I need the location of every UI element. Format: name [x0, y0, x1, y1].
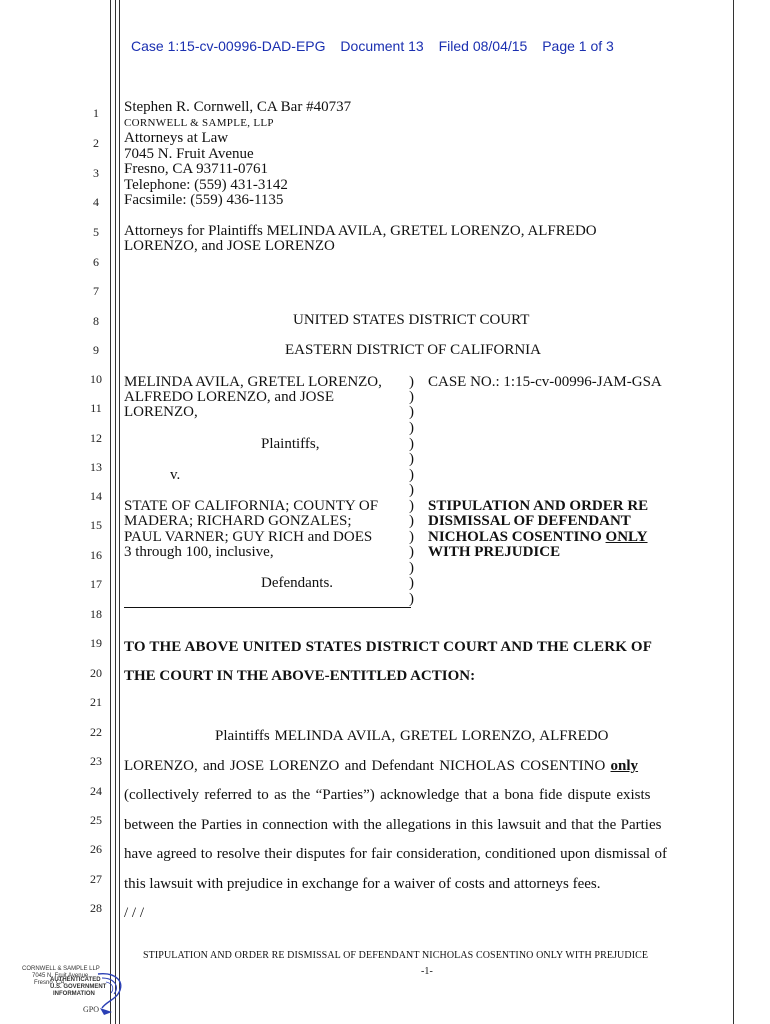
- body-line: [124, 758, 638, 775]
- body-line: Plaintiffs MELINDA AVILA, GRETEL LORENZO, ALFREDO: [215, 728, 609, 744]
- caption-paren: ): [409, 436, 414, 452]
- line-number: 4: [93, 195, 99, 209]
- caption-paren: ): [409, 513, 414, 529]
- caption-paren: ): [409, 591, 414, 607]
- caption-paren: ): [409, 404, 414, 420]
- caption-paren: ): [409, 389, 414, 405]
- seal-line1: AUTHENTICATED: [50, 977, 101, 983]
- line-number: 14: [90, 489, 102, 503]
- footer-city: Fresno, CA: [34, 980, 65, 986]
- line-number: 19: [90, 636, 102, 650]
- document-title-only: ONLY: [605, 529, 648, 545]
- line-number: 2: [93, 136, 99, 150]
- line-number: 10: [90, 372, 102, 386]
- body-line: / / /: [124, 905, 145, 921]
- left-margin-rule-outer: [110, 0, 111, 1024]
- line-number: 24: [90, 784, 102, 798]
- firm-city: Fresno, CA 93711-0761: [124, 161, 269, 177]
- line-number: 11: [90, 401, 102, 415]
- gpo-authentication-seal: [40, 968, 130, 1024]
- attorneys-for-line1: Attorneys for Plaintiffs MELINDA AVILA, GRETEL LORENZO, ALFREDO: [124, 223, 597, 239]
- caption-paren: ): [409, 529, 414, 545]
- court-name: UNITED STATES DISTRICT COURT: [293, 312, 530, 328]
- line-number: 7: [93, 284, 99, 298]
- document-number: Document 13: [340, 38, 424, 54]
- case-number: CASE NO.: 1:15-cv-00996-JAM-GSA: [428, 374, 662, 390]
- left-margin-rule-inner: [115, 0, 116, 1024]
- caption-paren: ): [409, 374, 414, 390]
- versus: v.: [170, 467, 181, 483]
- document-title-line: [428, 530, 648, 545]
- attorney-name: Stephen R. Cornwell, CA Bar #40737: [124, 99, 352, 115]
- defendants-line: PAUL VARNER; GUY RICH and DOES: [124, 529, 373, 545]
- caption-paren: ): [409, 467, 414, 483]
- firm-address: 7045 N. Fruit Avenue: [124, 146, 254, 162]
- footer-firm: CORNWELL & SAMPLE LLP: [22, 966, 100, 972]
- line-number: 15: [90, 518, 102, 532]
- defendants-line: 3 through 100, inclusive,: [124, 544, 274, 560]
- seal-line2: U.S. GOVERNMENT: [50, 984, 107, 990]
- body-text: LORENZO, and JOSE LORENZO and Defendant NICHOLAS COSENTINO: [124, 758, 611, 774]
- line-number: 5: [93, 225, 99, 239]
- line-number: 17: [90, 577, 102, 591]
- line-number: 8: [93, 314, 99, 328]
- caption-paren: ): [409, 482, 414, 498]
- line-number: 16: [90, 548, 102, 562]
- body-line: between the Parties in connection with the allegations in this lawsuit and that the Parties: [124, 817, 662, 833]
- footer-title: STIPULATION AND ORDER RE DISMISSAL OF DEFENDANT NICHOLAS COSENTINO ONLY WITH PREJUDICE: [143, 950, 649, 961]
- firm-name: CORNWELL & SAMPLE, LLP: [124, 117, 274, 129]
- body-line: have agreed to resolve their disputes for fair consideration, conditioned upon dismissal of: [124, 846, 667, 862]
- defendants-line: STATE OF CALIFORNIA; COUNTY OF: [124, 498, 379, 514]
- firm-telephone: Telephone: (559) 431-3142: [124, 177, 288, 193]
- document-title-line: DISMISSAL OF DEFENDANT: [428, 513, 631, 529]
- line-number: 13: [90, 460, 102, 474]
- filed-date: Filed 08/04/15: [438, 38, 528, 54]
- body-line: this lawsuit with prejudice in exchange for a waiver of costs and attorneys fees.: [124, 876, 601, 892]
- line-number: 9: [93, 343, 99, 357]
- ecf-header: [131, 38, 625, 54]
- attorney-title: Attorneys at Law: [124, 130, 229, 146]
- attorneys-for-line2: LORENZO, and JOSE LORENZO: [124, 238, 335, 254]
- line-number: 28: [90, 901, 102, 915]
- address-to-court-line1: TO THE ABOVE UNITED STATES DISTRICT COURT AND THE CLERK OF: [124, 639, 653, 655]
- firm-facsimile: Facsimile: (559) 436-1135: [124, 192, 284, 208]
- caption-paren: ): [409, 560, 414, 576]
- document-title-text: NICHOLAS COSENTINO: [428, 529, 606, 545]
- caption-paren: ): [409, 575, 414, 591]
- right-margin-rule: [733, 0, 734, 1024]
- line-number: 25: [90, 813, 102, 827]
- seal-mark: GPO: [83, 1005, 100, 1014]
- caption-rule: [124, 607, 411, 608]
- court-district: EASTERN DISTRICT OF CALIFORNIA: [285, 342, 541, 358]
- plaintiffs-line: ALFREDO LORENZO, and JOSE: [124, 389, 334, 405]
- footer-address: 7045 N. Fruit Avenue: [32, 973, 89, 979]
- plaintiffs-line: MELINDA AVILA, GRETEL LORENZO,: [124, 374, 382, 390]
- line-number: 23: [90, 754, 102, 768]
- line-number: 1: [93, 106, 99, 120]
- line-number: 12: [90, 431, 102, 445]
- defendants-label: Defendants.: [261, 575, 334, 591]
- line-number: 26: [90, 842, 102, 856]
- plaintiffs-line: LORENZO,: [124, 404, 198, 420]
- caption-paren: ): [409, 451, 414, 467]
- seal-line3: INFORMATION: [53, 991, 95, 997]
- line-number: 3: [93, 166, 99, 180]
- line-number: 27: [90, 872, 102, 886]
- case-number-header: Case 1:15-cv-00996-DAD-EPG: [131, 38, 326, 54]
- line-number: 6: [93, 255, 99, 269]
- body-only-emphasis: only: [610, 758, 639, 774]
- left-margin-rule-third: [119, 0, 120, 1024]
- caption-paren: ): [409, 498, 414, 514]
- line-number: 22: [90, 725, 102, 739]
- plaintiffs-label: Plaintiffs,: [261, 436, 320, 452]
- body-line: (collectively referred to as the “Parties”) acknowledge that a bona fide dispute exists: [124, 787, 651, 803]
- line-number: 18: [90, 607, 102, 621]
- document-title-line: WITH PREJUDICE: [428, 544, 561, 560]
- address-to-court-line2: THE COURT IN THE ABOVE-ENTITLED ACTION:: [124, 668, 476, 684]
- line-number: 20: [90, 666, 102, 680]
- caption-paren: ): [409, 544, 414, 560]
- defendants-line: MADERA; RICHARD GONZALES;: [124, 513, 352, 529]
- footer-page-number: -1-: [421, 966, 433, 977]
- page-count: Page 1 of 3: [542, 38, 614, 54]
- document-title-line: STIPULATION AND ORDER RE: [428, 498, 649, 514]
- line-number: 21: [90, 695, 102, 709]
- caption-paren: ): [409, 420, 414, 436]
